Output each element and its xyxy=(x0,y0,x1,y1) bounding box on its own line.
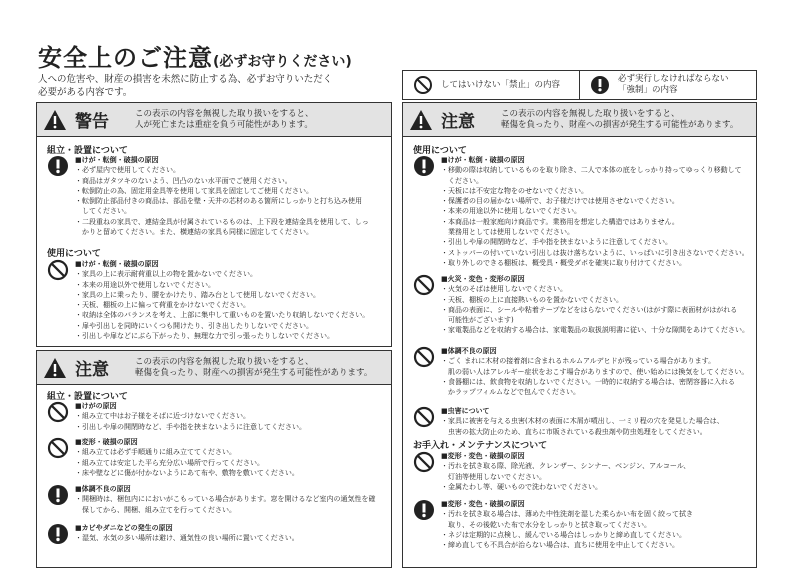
section-title: 使用について xyxy=(413,146,467,156)
warning-panel xyxy=(36,102,392,347)
legend-mandatory-line: 「強制」の内容 xyxy=(618,85,678,95)
legend-prohibit-text: してはいけない「禁止」の内容 xyxy=(441,79,561,90)
caution-line: ・商品の表面に、シールや粘着テープなどをはらないでください(はがす際に表面材がはがれる xyxy=(441,305,738,314)
caution-line: ・転倒防止部品付きの商品は、部品を壁・天井の芯材のある箇所にしっかりと打ち込み使用 xyxy=(75,197,362,206)
mandatory-icon xyxy=(47,155,69,177)
caution-line: 肌の弱い人はアレルギー症状をおこす場合がありますので、使い始めには換気をしてください。 xyxy=(441,367,749,376)
caution-desc-line: この表示の内容を無視した取り扱いをすると、 xyxy=(501,108,680,119)
caution-line: ・湿気、水気の多い場所は避け、通気性の良い場所に置いてください。 xyxy=(75,534,299,543)
caution-list xyxy=(75,259,369,341)
caution-group xyxy=(413,406,750,437)
caution-group xyxy=(47,401,385,432)
caution-list xyxy=(75,484,375,515)
caution-group xyxy=(47,437,385,478)
caution-line: ・移動の際は収納しているものを取り除き、二人で本体の底をしっかり持ってゆっくり移動して xyxy=(441,166,742,175)
prohibit-icon xyxy=(47,401,69,423)
caution-label: 注意 xyxy=(441,112,475,132)
mandatory-icon xyxy=(413,499,435,521)
section-title: 組立・設置について xyxy=(47,392,128,402)
caution-line: ・家電製品などを収納する場合は、家電製品の取扱説明書に従い、十分な隙間をあけてください。 xyxy=(441,326,749,335)
caution-line: 虫害の拡大防止のため、直ちに市販されている殺虫剤や防虫処理をしてください。 xyxy=(441,427,707,436)
group-heading: ■体調不良の原因 xyxy=(441,347,497,355)
caution-label: 注意 xyxy=(75,360,109,380)
caution-line: ・天板には不安定な物をのせないでください。 xyxy=(441,186,588,195)
caution-list xyxy=(75,523,299,545)
caution-line: ・必ず屋内で使用してください。 xyxy=(75,166,180,175)
caution-header xyxy=(403,103,756,137)
group-heading: ■変形・変色・破損の原因 xyxy=(441,500,525,508)
caution-line: ・引出しや扉の開閉時など、手や指を挟まないように注意してください。 xyxy=(75,422,306,431)
caution-line: 取り、その後乾いた布で水分をしっかりと拭き取ってください。 xyxy=(441,520,651,529)
caution-group xyxy=(413,451,750,492)
section-title: 使用について xyxy=(47,249,101,259)
caution-list xyxy=(441,406,724,437)
title-sub: (必ずお守りください) xyxy=(213,54,352,70)
caution-desc-line: 軽傷を負ったり、財産への損害が発生する可能性があります。 xyxy=(135,367,373,378)
caution-line: ・収納は全体のバランスを考え、上部に集中して重いものを置いたり収納しないでください。 xyxy=(75,311,370,320)
caution-line: ・引出しや扉などにぶら下がったり、無理な力で引っ張ったりしないでください。 xyxy=(75,332,334,341)
caution-line: ・本来の用途以外に使用しないでください。 xyxy=(441,207,581,216)
caution-line: ・本商品は一般家庭向け商品です。業務用を想定した構造ではありません。 xyxy=(441,217,679,226)
caution-desc xyxy=(135,357,372,379)
group-heading: ■虫害について xyxy=(441,407,490,415)
caution-line: ・ネジは定期的に点検し、緩んでいる場合はしっかりと締め直してください。 xyxy=(441,530,686,539)
caution-line: ・引出しや扉の開閉時など、手や指を挟まないように注意してください。 xyxy=(441,238,672,247)
caution-line: かラップフィルムなどで包んでください。 xyxy=(441,388,581,397)
caution-line: ・組み立ては必ず手順通りに組み立ててください。 xyxy=(75,448,236,457)
caution-line: ・床や壁などに傷が付かないようにあて布や、敷物を敷いてください。 xyxy=(75,468,299,477)
legend-mandatory-line: 必ず実行しなければならない xyxy=(618,74,729,84)
caution-line: ・汚れを拭き取る場合は、薄めた中性洗剤を湿した柔らかい布を固く絞って拭き xyxy=(441,510,693,519)
caution-list xyxy=(75,401,306,432)
group-heading: ■体調不良の原因 xyxy=(75,485,131,493)
caution-line: ・開梱時は、梱包内ににおいがこもっている場合があります。窓を開けるなど室内の通気性を確 xyxy=(75,495,376,504)
caution-line: 保してから、開梱、組み立てを行ってください。 xyxy=(75,505,236,514)
warning-header xyxy=(37,103,391,137)
group-heading: ■けが・転倒・破損の原因 xyxy=(75,156,159,164)
caution-line: ・組み立ては安定した平ら充分広い場所で行ってください。 xyxy=(75,458,264,467)
caution-line: ・火気のそばは使用しないでください。 xyxy=(441,285,567,294)
caution-line: 業務用としては使用しないでください。 xyxy=(441,228,574,237)
caution-line: ・ストッパーの付いていない引出しは抜け落ちないように、いっぱいに引き出さないでください。 xyxy=(441,248,749,257)
prohibit-icon xyxy=(413,274,435,296)
legend-prohibit xyxy=(402,70,580,100)
caution-desc-line: 軽傷を負ったり、財産への損害が発生する可能性があります。 xyxy=(501,119,739,130)
intro-line: 必要がある内容です。 xyxy=(38,87,133,98)
caution-line: してください。 xyxy=(75,207,131,216)
caution-line: ・家具に被害を与える虫害(木材の表面に木屑が噴出し、一ミリ程の穴を発見した場合は、 xyxy=(441,417,724,426)
caution-triangle-icon xyxy=(43,357,67,379)
caution-line: ・組み立て中はお子様をそばに近づけないでください。 xyxy=(75,412,250,421)
mandatory-icon xyxy=(413,155,435,177)
mandatory-icon xyxy=(590,75,610,95)
caution-list xyxy=(75,155,369,237)
caution-group xyxy=(47,523,385,545)
legend-mandatory-text xyxy=(618,74,729,96)
caution-line: ・取り外しのできる棚板は、概受具・概受ダボを確実に取り付けてください。 xyxy=(441,258,686,267)
caution-desc-line: この表示の内容を無視した取り扱いをすると、 xyxy=(135,356,314,367)
prohibit-icon xyxy=(413,75,433,95)
caution-list xyxy=(441,274,749,336)
caution-list xyxy=(441,451,690,492)
caution-line: ・商品はガタツキのないよう、凹凸のない水平面でご使用ください。 xyxy=(75,176,292,185)
caution-line: 灯油等使用しないでください。 xyxy=(441,472,546,481)
warning-desc-line: この表示の内容を無視した取り扱いをすると、 xyxy=(135,108,314,119)
prohibit-icon xyxy=(47,437,69,459)
title-main: 安全上のご注意 xyxy=(38,44,213,72)
group-heading: ■カビやダニなどの発生の原因 xyxy=(75,524,173,532)
warning-label: 警告 xyxy=(75,112,109,132)
caution-line: ・金属たわし等、硬いもので洗わないでください。 xyxy=(441,482,602,491)
caution-line: ・家具の上に乗ったり、腰をかけたり、踏み台として使用しないでください。 xyxy=(75,290,320,299)
caution-line: ・ごく まれに木材の接着剤に含まれるホルムアルデヒドが残っている場合があります。 xyxy=(441,357,716,366)
caution-list xyxy=(441,346,748,397)
page-title xyxy=(38,38,352,73)
warning-desc xyxy=(135,109,314,131)
caution-list xyxy=(75,437,299,478)
group-heading: ■けがの原因 xyxy=(75,402,117,410)
section-title: 組立・設置について xyxy=(47,146,128,156)
prohibit-icon xyxy=(47,259,69,281)
caution-line: ・本来の用途以外で使用しないでください。 xyxy=(75,280,215,289)
caution-triangle-icon xyxy=(409,109,433,131)
group-heading: ■変形・変色・破損の原因 xyxy=(441,452,525,460)
intro-line: 人への危害や、財産の損害を未然に防止する為、必ずお守りいただく xyxy=(38,74,333,85)
warning-triangle-icon xyxy=(43,109,67,131)
caution-line: ・保護者の目の届かない場所で、お子様だけでは使用させないでください。 xyxy=(441,197,679,206)
group-heading: ■火災・変色・変形の原因 xyxy=(441,275,525,283)
prohibit-icon xyxy=(413,406,435,428)
caution-line: ・食器棚には、飲食物を収納しないでください。一時的に収納する場合は、密閉容器に入れる xyxy=(441,377,735,386)
caution-group xyxy=(47,484,385,515)
caution-panel-right xyxy=(402,102,757,568)
caution-group xyxy=(47,155,385,237)
mandatory-icon xyxy=(47,484,69,506)
caution-list xyxy=(441,499,693,550)
legend-mandatory xyxy=(579,70,757,100)
caution-line: ・天板、棚板の上に直接熱いものを置かないでください。 xyxy=(441,295,623,304)
caution-line: ・汚れを拭き取る際、除光液、クレンザー、シンナー、ベンジン、アルコール、 xyxy=(441,462,691,471)
caution-line: 可能性がございます) xyxy=(441,316,514,325)
caution-line: ・二段重ねの家具で、連結金具が付属されているものは、上下段を連結金具を使用して、しっ xyxy=(75,217,369,226)
caution-panel-left xyxy=(36,350,392,568)
caution-line: ・天板、棚板の上に偏って荷重をかけないでください。 xyxy=(75,301,250,310)
group-heading: ■けが・転倒・破損の原因 xyxy=(75,260,159,268)
prohibit-icon xyxy=(413,346,435,368)
caution-header xyxy=(37,351,391,385)
caution-group xyxy=(413,155,750,268)
caution-line: ・転倒防止の為、固定用金具等を使用して家具を固定してご使用ください。 xyxy=(75,186,313,195)
caution-line: ください。 xyxy=(441,176,483,185)
caution-desc xyxy=(501,109,738,131)
group-heading: ■けが・転倒・破損の原因 xyxy=(441,156,525,164)
caution-line: かりと留めてください。また、横連結の家具も同様に固定してください。 xyxy=(75,228,313,237)
prohibit-icon xyxy=(413,451,435,473)
section-title: お手入れ・メンテナンスについて xyxy=(413,441,548,451)
mandatory-icon xyxy=(47,523,69,545)
caution-line: ・締め直しても不具合が治らない場合は、直ちに使用を中止してください。 xyxy=(441,541,679,550)
caution-line: ・扉や引出しを同時にいくつも開けたり、引き出したりしないでください。 xyxy=(75,321,313,330)
caution-group xyxy=(413,274,750,336)
warning-desc-line: 人が死亡または重症を負う可能性があります。 xyxy=(135,119,313,130)
caution-list xyxy=(441,155,749,268)
caution-line: ・家具の上に表示耐荷重以上の物を置かないでください。 xyxy=(75,270,257,279)
caution-group xyxy=(47,259,385,341)
caution-group xyxy=(413,346,750,397)
caution-group xyxy=(413,499,750,550)
intro-text xyxy=(38,73,332,99)
group-heading: ■変形・破損の原因 xyxy=(75,438,138,446)
